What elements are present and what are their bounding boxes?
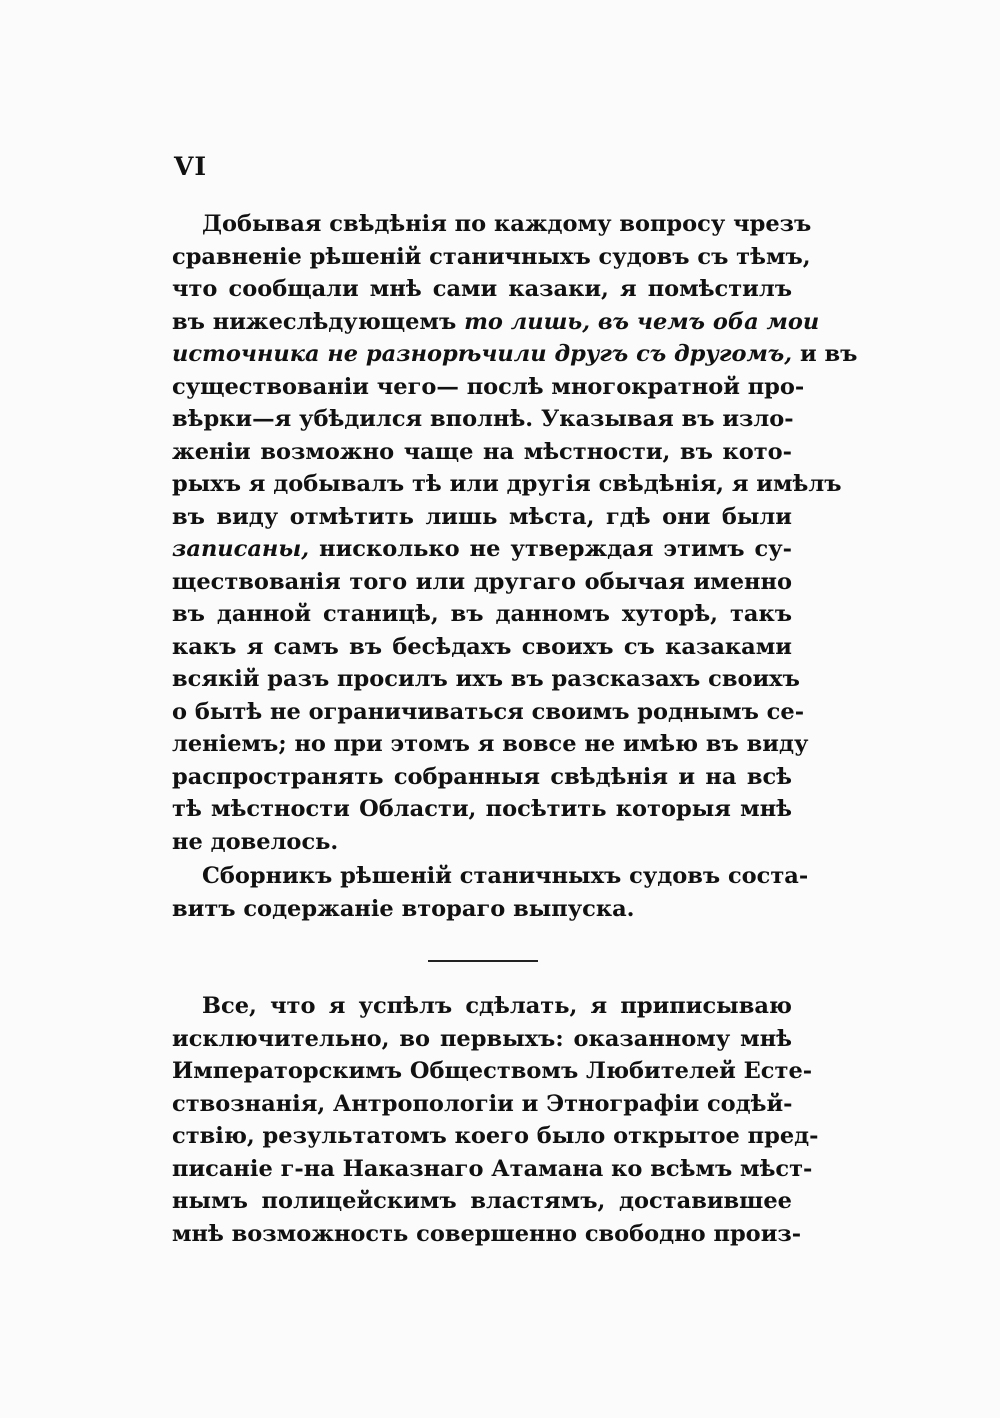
text-line: леніемъ; но при этомъ я вовсе не имѣю въ виду [172,731,809,757]
paragraph-sources [172,208,858,858]
text-line: существованіи чего— послѣ многократной про- [172,373,805,400]
text-segment: въ нижеслѣдующемъ [172,308,457,335]
text-line: о бытѣ не ограничиваться своимъ роднымъ се- [172,698,805,725]
italic-segment: то лишь, въ чемъ оба мои [464,308,820,335]
section-divider [428,960,538,962]
text-line: тѣ мѣстности Области, посѣтить которыя мнѣ [172,796,792,822]
text-line: Императорскимъ Обществомъ Любителей Есте- [172,1058,813,1084]
text-line: всякій разъ просилъ ихъ въ разсказахъ своихъ [172,666,800,692]
text-line [172,533,792,566]
paragraph-acknowledgement [172,990,819,1250]
text-line: писаніе г-на Наказнаго Атамана ко всѣмъ мѣст- [172,1155,813,1182]
text-line: исключительно, во первыхъ: оказанному мнѣ [172,1025,792,1052]
italic-segment: записаны, [172,536,310,562]
text-line: нымъ полицейскимъ властямъ, доставившее [172,1188,792,1214]
text-segment: нисколько не утверждая этимъ су- [319,536,792,562]
text-line [172,306,820,339]
text-line: женіи возможно чаще на мѣстности, въ кото- [172,438,792,465]
text-segment: и въ [799,341,858,367]
text-line: мнѣ возможность совершенно свободно произ- [172,1220,802,1247]
text-line: Сборникъ рѣшеній станичныхъ судовъ соста- [202,863,809,889]
text-line: витъ содержаніе втораго выпуска. [172,895,635,922]
text-line: ществованія того или другаго обычая именно [172,568,792,595]
text-line: Все, что я успѣлъ сдѣлать, я приписываю [202,993,792,1019]
text-line: Добывая свѣдѣнія по каждому вопросу чрезъ [202,211,812,237]
text-line: ствознанія, Антропологіи и Этнографіи содѣй- [172,1090,793,1117]
text-line: не довелось. [172,828,339,855]
text-line: въ данной станицѣ, въ данномъ хуторѣ, такъ [172,601,792,627]
text-line: распространять собранныя свѣдѣнія и на всѣ [172,763,792,790]
text-line: что сообщали мнѣ сами казаки, я помѣстилъ [172,276,792,302]
text-line: вѣрки—я убѣдился вполнѣ. Указывая въ изло- [172,406,794,432]
text-line: рыхъ я добывалъ тѣ или другія свѣдѣнія, я имѣлъ [172,471,842,497]
page-number: VI [174,152,208,181]
italic-segment: источника не разнорѣчили другъ съ другомъ, [172,341,793,367]
text-line: какъ я самъ въ бесѣдахъ своихъ съ казаками [172,633,792,660]
text-line: въ виду отмѣтить лишь мѣста, гдѣ они были [172,503,792,530]
text-line [172,338,858,371]
text-line: сравненіе рѣшеній станичныхъ судовъ съ тѣмъ, [172,243,811,270]
paragraph-collection [172,860,809,925]
text-line: ствію, результатомъ коего было открытое пред- [172,1123,819,1149]
